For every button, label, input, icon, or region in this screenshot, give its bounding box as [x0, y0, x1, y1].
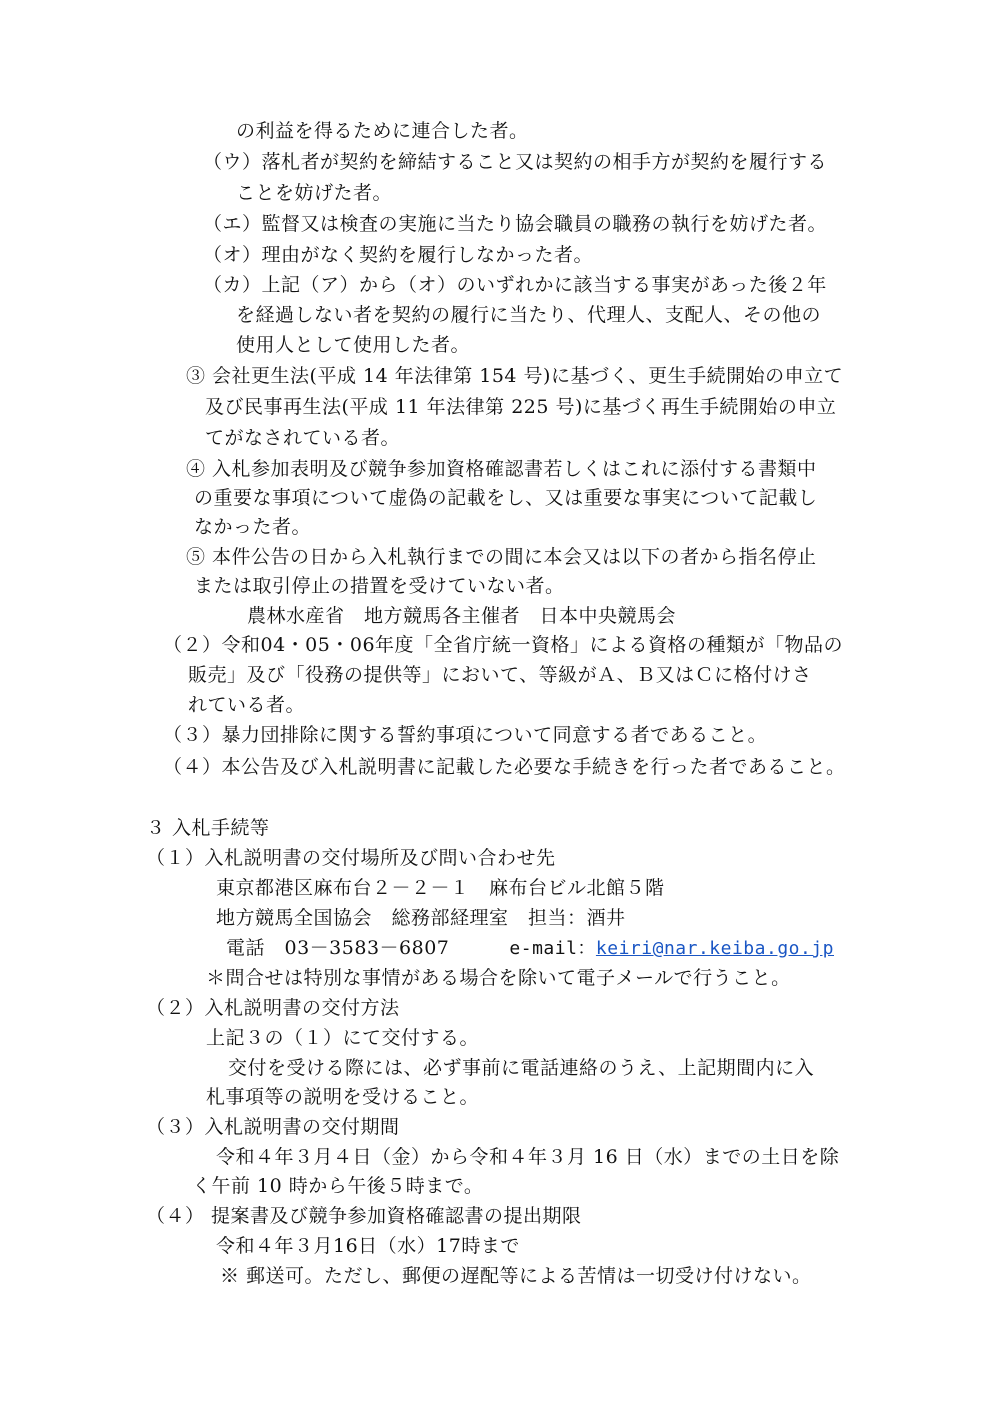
text-line: ③ 会社更生法(平成 14 年法律第 154 号)に基づく、更生手続開始の申立て — [186, 365, 844, 387]
text-line: 令和４年３月16日（水）17時まで — [216, 1235, 520, 1257]
text-line: （２）令和04・05・06年度「全省庁統一資格」による資格の種類が「物品の — [163, 634, 844, 656]
subsection-heading: （３）入札説明書の交付期間 — [146, 1116, 400, 1138]
text-line: 農林水産省 地方競馬各主催者 日本中央競馬会 — [247, 605, 677, 627]
text-line: または取引停止の措置を受けていない者。 — [194, 575, 565, 597]
text-line: てがなされている者。 — [205, 427, 401, 449]
address-line: 東京都港区麻布台２－２－１ 麻布台ビル北館５階 — [216, 877, 665, 899]
text-line: を経過しない者を契約の履行に当たり、代理人、支配人、その他の — [236, 304, 822, 326]
text-line: ※ 郵送可。ただし、郵便の遅配等による苦情は一切受け付けない。 — [220, 1265, 812, 1287]
contact-line — [226, 935, 834, 962]
text-line: 交付を受ける際には、必ず事前に電話連絡のうえ、上記期間内に入 — [228, 1057, 815, 1079]
text-line: 札事項等の説明を受けること。 — [206, 1086, 480, 1108]
text-line: 及び民事再生法(平成 11 年法律第 225 号)に基づく再生手続開始の申立 — [205, 396, 837, 418]
text-line: ⑤ 本件公告の日から入札執行までの間に本会又は以下の者から指名停止 — [186, 546, 817, 568]
office-line: 地方競馬全国協会 総務部経理室 担当：酒井 — [216, 907, 626, 929]
text-line: の重要な事項について虚偽の記載をし、又は重要な事実について記載し — [194, 487, 818, 509]
text-line: （エ）監督又は検査の実施に当たり協会職員の職務の執行を妨げた者。 — [203, 213, 828, 235]
text-line: の利益を得るために連合した者。 — [236, 120, 529, 142]
email-link[interactable]: keiri@nar.keiba.go.jp — [595, 938, 834, 959]
text-line: （４）本公告及び入札説明書に記載した必要な手続きを行った者であること。 — [163, 756, 846, 778]
text-line: （ウ）落札者が契約を締結すること又は契約の相手方が契約を履行する — [203, 151, 828, 173]
text-line: ＊問合せは特別な事情がある場合を除いて電子メールで行うこと。 — [206, 967, 791, 989]
text-line: 上記３の（１）にて交付する。 — [206, 1027, 480, 1049]
text-line: （オ）理由がなく契約を履行しなかった者。 — [203, 244, 594, 266]
email-label: e-mail： — [509, 938, 596, 959]
text-line: 令和４年３月４日（金）から令和４年３月 16 日（水）までの土日を除 — [216, 1146, 840, 1168]
text-line: れている者。 — [188, 694, 306, 716]
text-line: ④ 入札参加表明及び競争参加資格確認書若しくはこれに添付する書類中 — [186, 458, 817, 480]
text-line: く午前 10 時から午後５時まで。 — [192, 1175, 484, 1197]
subsection-heading: （２）入札説明書の交付方法 — [146, 997, 400, 1019]
text-line: 使用人として使用した者。 — [236, 334, 471, 356]
phone-number: 電話 03－3583－6807 — [226, 937, 450, 959]
subsection-heading: （１）入札説明書の交付場所及び問い合わせ先 — [146, 847, 556, 869]
text-line: （カ）上記（ア）から（オ）のいずれかに該当する事実があった後２年 — [203, 274, 827, 296]
text-line: 販売」及び「役務の提供等」において、等級がＡ、Ｂ又はＣに格付けさ — [188, 664, 812, 686]
text-line: なかった者。 — [194, 516, 312, 538]
text-line: ことを妨げた者。 — [236, 182, 393, 204]
text-line: （３）暴力団排除に関する誓約事項について同意する者であること。 — [163, 724, 768, 746]
section-heading: ３ 入札手続等 — [146, 817, 270, 839]
subsection-heading: （４） 提案書及び競争参加資格確認書の提出期限 — [146, 1205, 582, 1227]
